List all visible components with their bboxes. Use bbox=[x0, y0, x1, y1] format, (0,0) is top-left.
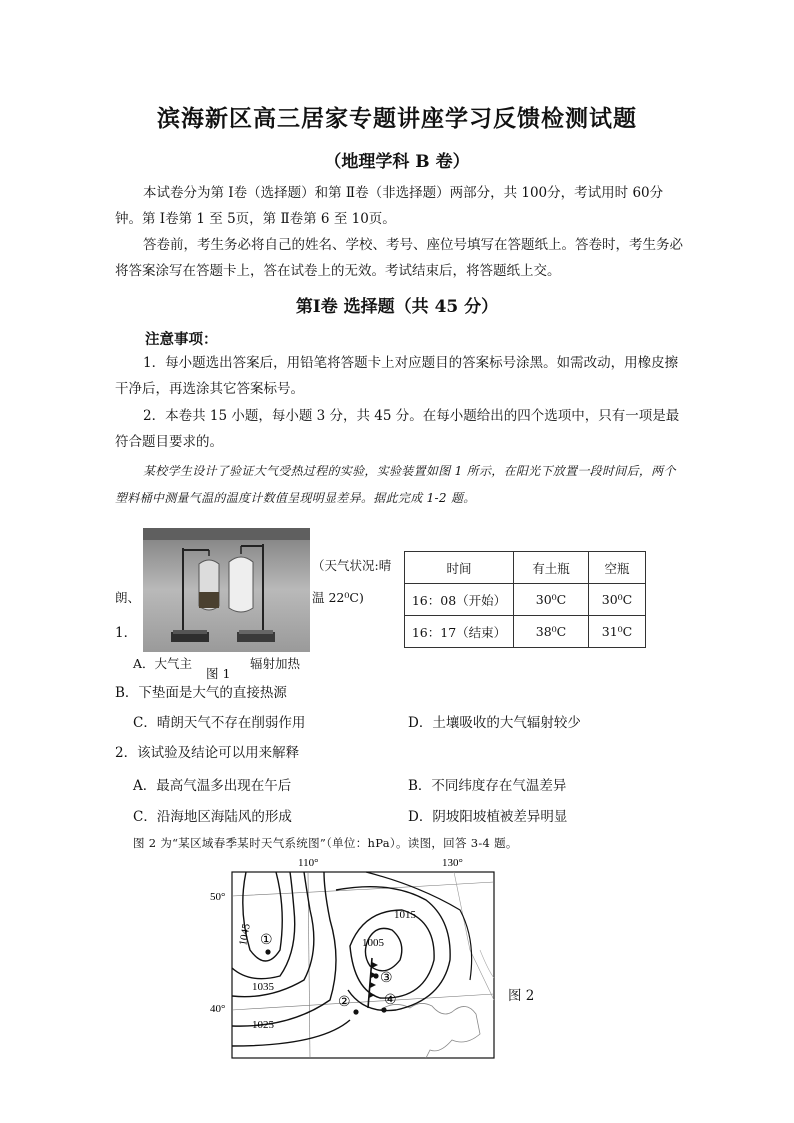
notice-item-2: 2．本卷共 15 小题，每小题 3 分，共 45 分。在每小题给出的四个选项中，只有一项是最符合题目要求的。 bbox=[115, 408, 680, 450]
question-2-option-d: D．阴坡阳坡植被差异明显 bbox=[408, 809, 568, 825]
table-cell: 16：08（开始） bbox=[405, 584, 514, 616]
experiment-data-table bbox=[404, 551, 646, 648]
longitude-label-130: 130° bbox=[442, 857, 463, 869]
question-2-stem: 2．该试验及结论可以用来解释 bbox=[115, 745, 300, 761]
experiment-apparatus-illustration bbox=[143, 528, 310, 652]
exam-subtitle: （地理学科 B 卷） bbox=[324, 152, 470, 172]
table-header-row bbox=[405, 552, 646, 584]
weather-note-b-left: 朗、 bbox=[115, 590, 141, 605]
question-1-option-b: B．下垫面是大气的直接热源 bbox=[115, 685, 287, 701]
point-label-1: ① bbox=[260, 933, 273, 948]
intro-paragraph-1: 本试卷分为第 Ⅰ卷（选择题）和第 Ⅱ卷（非选择题）两部分，共 100分，考试用时 60分钟。第 Ⅰ卷第 1 至 5页，第 Ⅱ卷第 6 至 10页。 bbox=[115, 185, 664, 227]
table-cell: 38⁰C bbox=[514, 616, 589, 648]
section-1-title: 第Ⅰ卷 选择题（共 45 分） bbox=[295, 297, 499, 317]
notice-item-1: 1．每小题选出答案后，用铅笔将答题卡上对应题目的答案标号涂黑。如需改动，用橡皮擦干净后，再选涂其它答案标号。 bbox=[115, 355, 679, 397]
isobar-label-1015: 1015 bbox=[394, 909, 416, 921]
question-1-option-c: C．晴朗天气不存在削弱作用 bbox=[133, 715, 306, 731]
table-cell: 31⁰C bbox=[589, 616, 646, 648]
question-1-option-a-left: A．大气主 bbox=[133, 656, 193, 671]
latitude-label-50: 50° bbox=[210, 891, 226, 903]
longitude-label-110: 110° bbox=[298, 857, 319, 869]
table-row bbox=[405, 584, 646, 616]
question-2-option-a: A．最高气温多出现在午后 bbox=[133, 778, 292, 794]
isobar-label-1005: 1005 bbox=[362, 937, 384, 949]
table-cell: 30⁰C bbox=[514, 584, 589, 616]
table-row bbox=[405, 616, 646, 648]
figure-1-label: 图 1 bbox=[206, 666, 231, 681]
isobar-label-1025: 1025 bbox=[252, 1019, 274, 1031]
figure-2-intro: 图 2 为“某区域春季某时天气系统图”（单位：hPa）。读图，回答 3-4 题。 bbox=[133, 836, 518, 850]
point-label-2: ② bbox=[338, 995, 351, 1010]
table-cell: 16：17（结束） bbox=[405, 616, 514, 648]
point-label-4: ④ bbox=[384, 993, 397, 1008]
intro-paragraph-2: 答卷前，考生务必将自己的姓名、学校、考号、座位号填写在答题纸上。答卷时，考生务必将答案涂写在答题卡上，答在试卷上的无效。考试结束后，将答题纸上交。 bbox=[115, 237, 683, 279]
weather-note-b-right: 温 22⁰C) bbox=[312, 590, 364, 605]
experiment-stem: 某校学生设计了验证大气受热过程的实验，实验装置如图 1 所示，在阳光下放置一段时间后，两个塑料桶中测量气温的温度计数值呈现明显差异。据此完成 1-2 题。 bbox=[115, 464, 676, 505]
point-label-3: ③ bbox=[380, 971, 393, 986]
table-header-cell: 时间 bbox=[405, 552, 514, 584]
table-header-cell: 空瓶 bbox=[589, 552, 646, 584]
isobar-label-1045: 1045 bbox=[237, 922, 253, 947]
question-1-option-a-right: 辐射加热 bbox=[250, 656, 301, 671]
question-1-option-d: D．土壤吸收的大气辐射较少 bbox=[408, 715, 581, 731]
isobar-label-1035: 1035 bbox=[252, 981, 274, 993]
figure-2-label: 图 2 bbox=[508, 988, 535, 1004]
table-header-cell: 有土瓶 bbox=[514, 552, 589, 584]
notice-title: 注意事项： bbox=[145, 331, 218, 348]
table-cell: 30⁰C bbox=[589, 584, 646, 616]
question-2-option-c: C．沿海地区海陆风的形成 bbox=[133, 809, 292, 825]
question-1-number: 1． bbox=[115, 625, 138, 641]
figure-1-photo bbox=[143, 528, 310, 652]
figure-2-weather-map bbox=[180, 850, 540, 1065]
exam-title: 滨海新区高三居家专题讲座学习反馈检测试题 bbox=[157, 105, 637, 132]
latitude-label-40: 40° bbox=[210, 1003, 226, 1015]
question-2-option-b: B．不同纬度存在气温差异 bbox=[408, 778, 567, 794]
isobar-map bbox=[180, 850, 540, 1065]
weather-note-a: （天气状况:晴 bbox=[312, 558, 392, 573]
